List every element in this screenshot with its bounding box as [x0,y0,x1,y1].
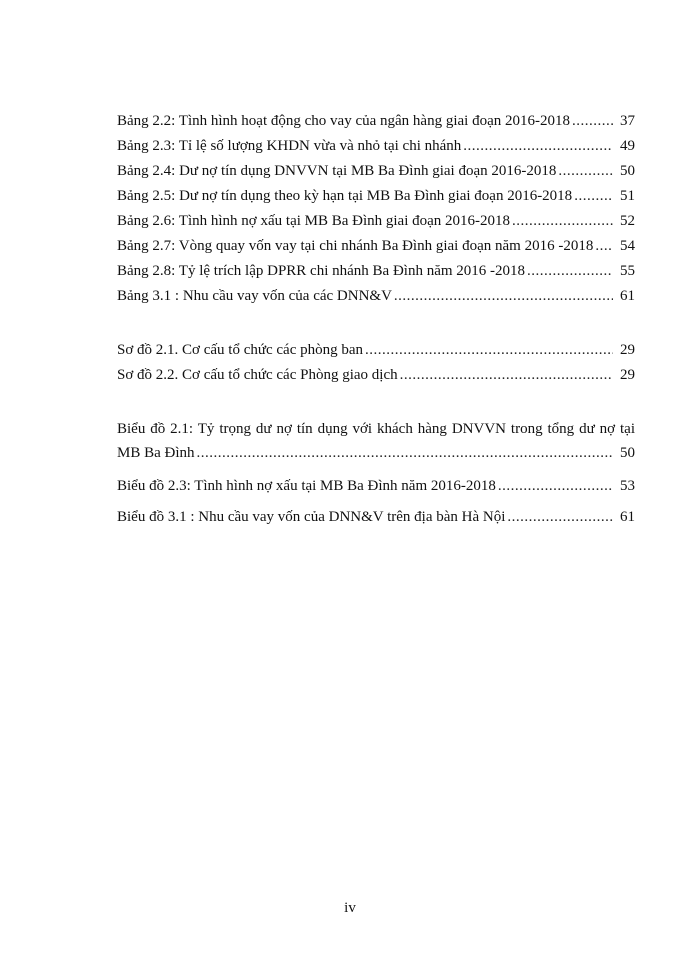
toc-entry-label: Bảng 2.6: Tình hình nợ xấu tại MB Ba Đình giai đoạn 2016-2018 [117,213,511,229]
toc-entry-page: 50 [620,163,635,179]
toc-dot-leader [574,188,613,205]
toc-entry-page: 53 [620,478,635,494]
toc-entry-page: 51 [620,188,635,204]
toc-entry-label: Bảng 2.8: Tỷ lệ trích lập DPRR chi nhánh Ba Đình năm 2016 -2018 [117,263,526,279]
toc-dot-leader [595,238,613,255]
toc-entry-chart-2-1-line2[interactable] [117,445,635,465]
toc-entry-label: Bảng 2.7: Vòng quay vốn vay tại chi nhánh Ba Đình giai đoạn năm 2016 -2018 [117,238,594,254]
page-number: iv [344,900,356,916]
toc-entry-label: Bảng 3.1 : Nhu cầu vay vốn của các DNN&V [117,288,392,304]
toc-entry-label: Sơ đồ 2.2. Cơ cấu tổ chức các Phòng giao dịch [117,367,398,383]
toc-entry-page: 49 [620,138,635,154]
toc-dot-leader [463,138,613,155]
toc-dot-leader [507,509,613,526]
toc-dot-leader [498,478,613,495]
toc-entry-diagram-2-2[interactable] [117,367,635,387]
toc-entry-label: Biểu đồ 2.3: Tình hình nợ xấu tại MB Ba Đình năm 2016-2018 [117,478,496,494]
toc-dot-leader [197,445,613,462]
toc-entry-chart-2-3[interactable] [117,478,635,498]
toc-dot-leader [394,288,613,305]
toc-entry-page: 52 [620,213,635,229]
toc-entry-table-2-4[interactable] [117,163,635,183]
toc-entry-label: Bảng 2.2: Tình hình hoạt động cho vay của ngân hàng giai đoạn 2016-2018 [117,113,570,129]
toc-entry-table-2-2[interactable] [117,113,635,133]
toc-dot-leader [400,367,613,384]
toc-entry-page: 61 [620,509,635,525]
toc-entry-table-2-5[interactable] [117,188,635,208]
toc-entry-page: 50 [620,445,635,461]
toc-entry-label: Sơ đồ 2.1. Cơ cấu tổ chức các phòng ban [117,342,364,358]
toc-entry-table-2-3[interactable] [117,138,635,158]
toc-entry-label: MB Ba Đình [117,445,195,461]
toc-entry-page: 37 [620,113,635,129]
toc-dot-leader [572,113,613,130]
toc-entry-label: Biểu đồ 3.1 : Nhu cầu vay vốn của DNN&V trên địa bàn Hà Nội [117,509,506,525]
toc-entry-page: 29 [620,367,635,383]
toc-entry-table-3-1[interactable] [117,288,635,308]
toc-entry-table-2-6[interactable] [117,213,635,233]
toc-entry-label: Bảng 2.3: Tỉ lệ số lượng KHDN vừa và nhỏ tại chi nhánh [117,138,462,154]
toc-entry-chart-3-1[interactable] [117,509,635,529]
toc-entry-page: 61 [620,288,635,304]
toc-dot-leader [527,263,613,280]
toc-entry-page: 55 [620,263,635,279]
toc-entry-label: Bảng 2.4: Dư nợ tín dụng DNVVN tại MB Ba Đình giai đoạn 2016-2018 [117,163,557,179]
toc-entry-table-2-7[interactable] [117,238,635,258]
toc-entry-page: 54 [620,238,635,254]
toc-dot-leader [512,213,613,230]
toc-dot-leader [365,342,613,359]
toc-entry-label: Bảng 2.5: Dư nợ tín dụng theo kỳ hạn tại MB Ba Đình giai đoạn 2016-2018 [117,188,573,204]
toc-entry-diagram-2-1[interactable] [117,342,635,362]
toc-entry-table-2-8[interactable] [117,263,635,283]
toc-entry-chart-2-1-line1[interactable]: Biểu đồ 2.1: Tỷ trọng dư nợ tín dụng với khách hàng DNVVN trong tổng dư nợ tại [117,421,635,437]
toc-dot-leader [558,163,613,180]
toc-entry-page: 29 [620,342,635,358]
